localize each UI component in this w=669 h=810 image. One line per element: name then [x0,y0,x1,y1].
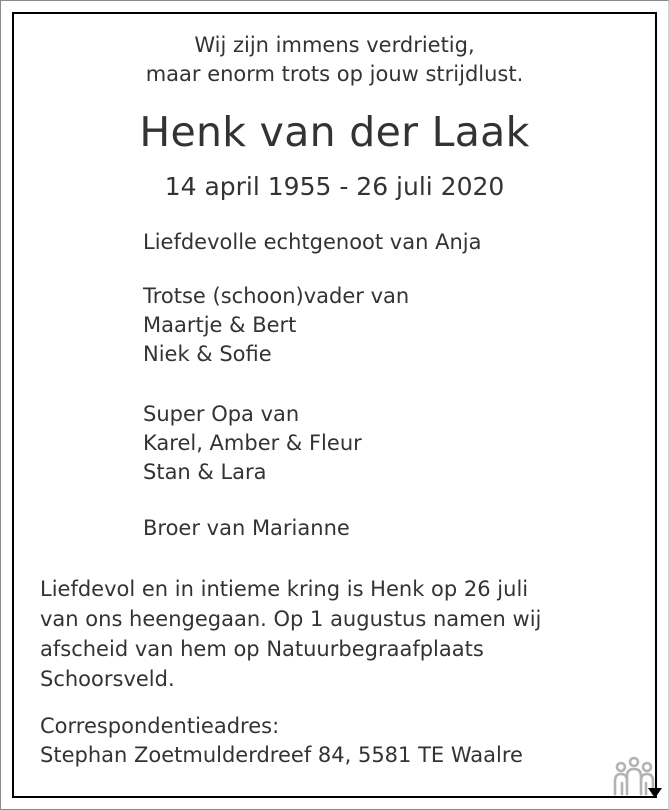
life-dates: 14 april 1955 - 26 juli 2020 [164,172,505,201]
intro-line-1: Wij zijn immens verdrietig, [194,33,475,57]
arrow-down-icon [648,788,662,798]
message-line-2: van ons heengegaan. Op 1 augustus namen wij [40,607,542,631]
deceased-name: Henk van der Laak [139,108,530,156]
grandchildren-heading: Super Opa van [143,402,300,426]
children-line-2: Niek & Sofie [143,342,272,366]
message-line-4: Schoorsveld. [40,667,175,691]
grandchildren-line-2: Stan & Lara [143,460,267,484]
intro-line-2: maar enorm trots op jouw strijdlust. [145,62,524,86]
message-line-1: Liefdevol en in intieme kring is Henk op 26 juli [40,577,529,601]
children-heading: Trotse (schoon)vader van [143,284,410,308]
correspondence-address: Stephan Zoetmulderdreef 84, 5581 TE Waalre [40,743,523,767]
spouse-line: Liefdevolle echtgenoot van Anja [143,230,482,254]
sibling-line: Broer van Marianne [143,516,350,540]
grandchildren-line-1: Karel, Amber & Fleur [143,431,362,455]
children-line-1: Maartje & Bert [143,313,297,337]
message-line-3: afscheid van hem op Natuurbegraafplaats [40,637,484,661]
correspondence-label: Correspondentieadres: [40,714,280,738]
